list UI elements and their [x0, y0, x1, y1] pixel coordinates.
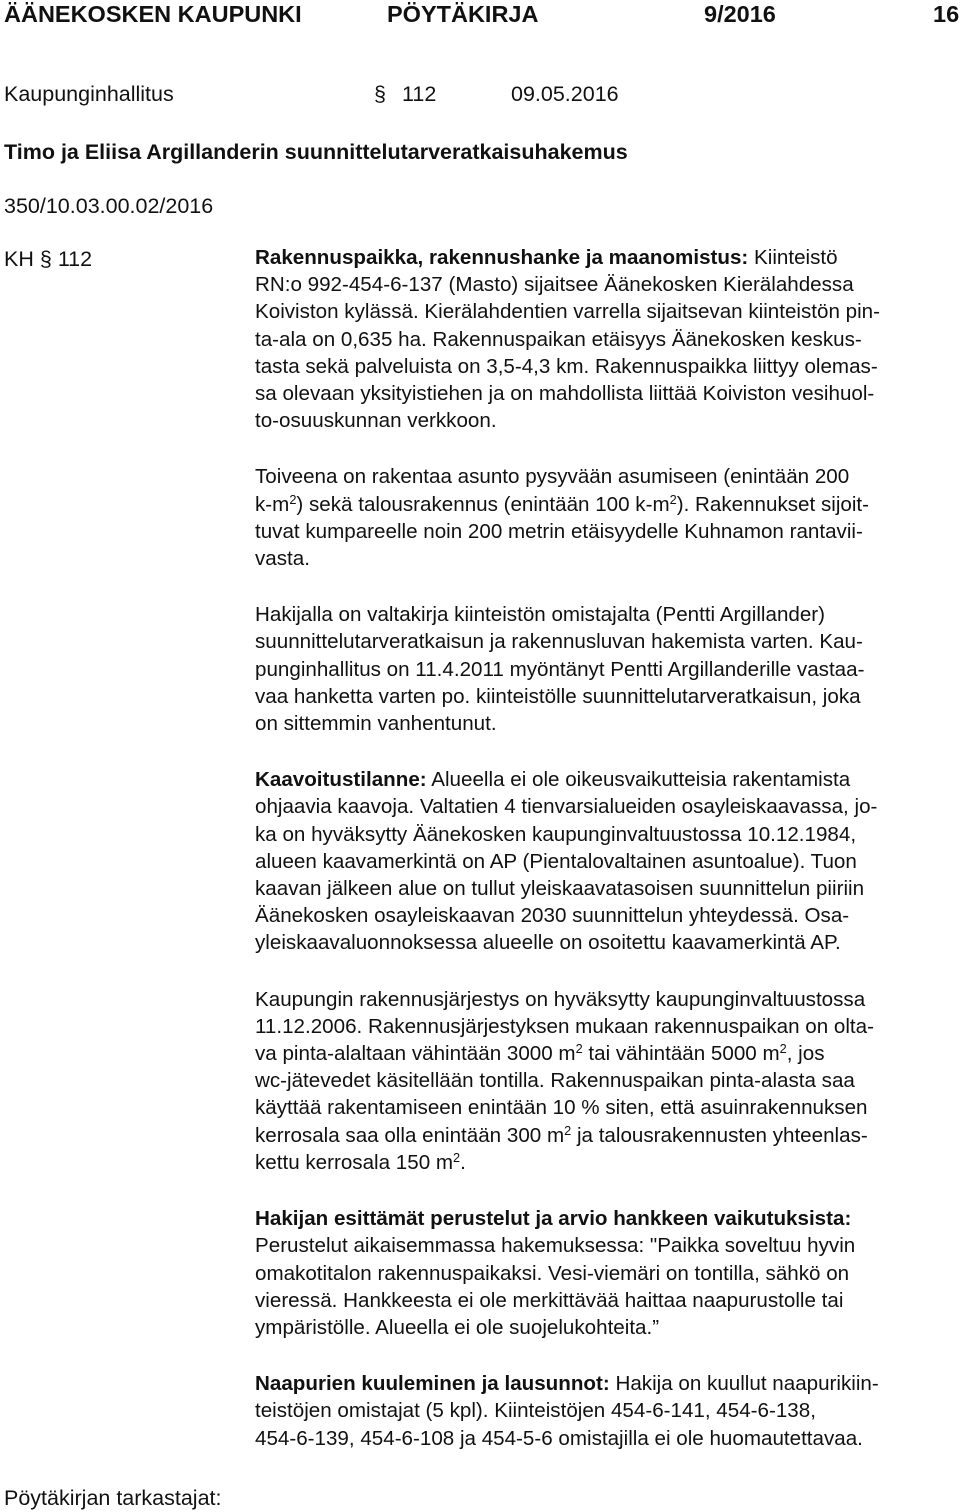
section-heading: Rakennuspaikka, rakennushanke ja maanomistus: — [255, 246, 749, 269]
text-line: omakotitalon rakennuspaikaksi. Vesi-viemäri on tontilla, sähkö on — [255, 1261, 850, 1285]
superscript: 2 — [564, 1122, 572, 1138]
page-number: 16 — [933, 1, 960, 27]
meeting-body: Kaupunginhallitus — [4, 82, 174, 106]
text-line: 11.12.2006. Rakennusjärjestyksen mukaan rakennuspaikan on olta- — [255, 1014, 874, 1038]
text-line: RN:o 992-454-6-137 (Masto) sijaitsee Äänekosken Kierälahdessa — [255, 273, 854, 297]
section-sign: § — [374, 82, 386, 106]
text-line: suunnittelutarveratkaisun ja rakennusluvan hakemista varten. Kau- — [255, 630, 863, 654]
section-heading: Naapurien kuuleminen ja lausunnot: — [255, 1372, 610, 1396]
paragraph — [255, 601, 960, 737]
text-line: teistöjen omistajat (5 kpl). Kiinteistöjen 454-6-141, 454-6-138, — [255, 1399, 816, 1423]
text-line: yleiskaavaluonnoksessa alueelle on osoitettu kaavamerkintä AP. — [255, 931, 841, 955]
text-line: käyttää rakentamiseen enintään 10 % siten, että asuinrakennuksen — [255, 1096, 868, 1120]
text-line: Äänekosken osayleiskaavan 2030 suunnittelun yhteydessä. Osa- — [255, 904, 850, 928]
section-heading: Kaavoitustilanne: — [255, 768, 427, 792]
superscript: 2 — [779, 1041, 787, 1057]
text-line: ohjaavia kaavoja. Valtatien 4 tienvarsialueiden osayleiskaavassa, jo- — [255, 795, 878, 819]
doc-type: PÖYTÄKIRJA — [387, 1, 539, 27]
text-line: kettu kerrosala 150 $m^2$. — [255, 1149, 466, 1174]
subject-title: Timo ja Eliisa Argillanderin suunnittelutarveratkaisuhakemus — [4, 140, 628, 164]
text-line: vasta. — [255, 547, 310, 571]
paragraph — [255, 1370, 960, 1452]
text-line: Toiveena on rakentaa asunto pysyvään asumiseen (enintään 200 — [255, 465, 850, 489]
decision-body — [255, 244, 960, 1481]
text-line: Kaavoitustilanne: Alueella ei ole oikeusvaikutteisia rakentamista — [255, 768, 851, 792]
text-line: tasta sekä palveluista on 3,5-4,3 km. Rakennuspaikka liittyy olemas- — [255, 354, 878, 378]
section-heading: Hakijan esittämät perustelut ja arvio hankkeen vaikutuksista: — [255, 1207, 852, 1231]
text-line: ka on hyväksytty Äänekosken kaupunginvaltuustossa 10.12.1984, — [255, 822, 857, 846]
text-line: Naapurien kuuleminen ja lausunnot: Hakija on kuullut naapurikiin- — [255, 1372, 879, 1396]
paragraph — [255, 986, 960, 1176]
text-line: alueen kaavamerkintä on AP (Pientalovaltainen asuntoalue). Tuon — [255, 849, 857, 873]
section-ref-number: 112 — [57, 247, 93, 271]
org-name: ÄÄNEKOSKEN KAUPUNKI — [4, 1, 302, 27]
superscript: 2 — [289, 491, 297, 507]
text-line — [255, 1205, 960, 1232]
paragraph — [255, 244, 960, 434]
text-line: punginhallitus on 11.4.2011 myöntänyt Pentti Argillanderille vastaa- — [255, 657, 865, 681]
text-line: kaavan jälkeen alue on tullut yleiskaavatasoisen suunnittelun piiriin — [255, 877, 865, 901]
reviewers-label: Pöytäkirjan tarkastajat: — [4, 1486, 222, 1510]
text-line: Perustelut aikaisemmassa hakemuksessa: "Paikka soveltuu hyvin — [255, 1234, 856, 1258]
paragraph — [255, 1205, 960, 1341]
section-ref-prefix: KH — [4, 247, 34, 271]
text-line: Hakijalla on valtakirja kiinteistön omistajalta (Pentti Argillander) — [255, 603, 826, 627]
text-line: on sittemmin vanhentunut. — [255, 712, 497, 736]
text-line: vaa hanketta varten po. kiinteistölle suunnittelutarveratkaisun, joka — [255, 684, 861, 708]
superscript: 2 — [453, 1149, 461, 1165]
text-line: Koiviston kylässä. Kierälahdentien varrella sijaitsevan kiinteistön pin- — [255, 300, 880, 324]
text-line: ta-ala on 0,635 ha. Rakennuspaikan etäisyys Äänekosken keskus- — [255, 327, 862, 351]
superscript: 2 — [575, 1041, 583, 1057]
section-ref — [4, 247, 92, 272]
text-line: Kaupungin rakennusjärjestys on hyväksytty kaupunginvaltuustossa — [255, 987, 866, 1011]
text-line: sa olevaan yksityistiehen ja on mahdollista liittää Koiviston vesihuol- — [255, 382, 875, 406]
paragraph — [255, 766, 960, 956]
text-line: ympäristölle. Alueella ei ole suojelukohteita.” — [255, 1315, 660, 1339]
text-line: 454-6-139, 454-6-108 ja 454-5-6 omistajilla ei ole huomautettavaa. — [255, 1426, 863, 1450]
text-line: vieressä. Hankkeesta ei ole merkittävää haittaa naapurustolle tai — [255, 1288, 844, 1312]
text-line: wc-jätevedet käsitellään tontilla. Rakennuspaikan pinta-alasta saa — [255, 1069, 855, 1093]
section-number: 112 — [402, 82, 437, 106]
superscript: 2 — [669, 491, 677, 507]
doc-number: 9/2016 — [704, 1, 776, 27]
text-line: Rakennuspaikka, rakennushanke ja maanomistus: Kiinteistö — [255, 246, 838, 269]
text-line: to-osuuskunnan verkkoon. — [255, 409, 497, 433]
section-ref-sign: § — [39, 247, 52, 271]
text-line: $k-m^2$) sekä talousrakennus (enintään 100 $k-m^2$). Rakennukset sijoit- — [255, 491, 870, 516]
text-line: tuvat kumpareelle noin 200 metrin etäisyydelle Kuhnamon rantavii- — [255, 519, 863, 543]
file-number: 350/10.03.00.02/2016 — [4, 194, 214, 218]
paragraph — [255, 463, 960, 572]
meeting-date: 09.05.2016 — [511, 82, 619, 106]
text-line: va pinta-alaltaan vähintään 3000 $m^2$ tai vähintään 5000 $m^2$, jos — [255, 1041, 825, 1066]
text-line: kerrosala saa olla enintään 300 $m^2$ ja talousrakennusten yhteenlas- — [255, 1122, 868, 1147]
